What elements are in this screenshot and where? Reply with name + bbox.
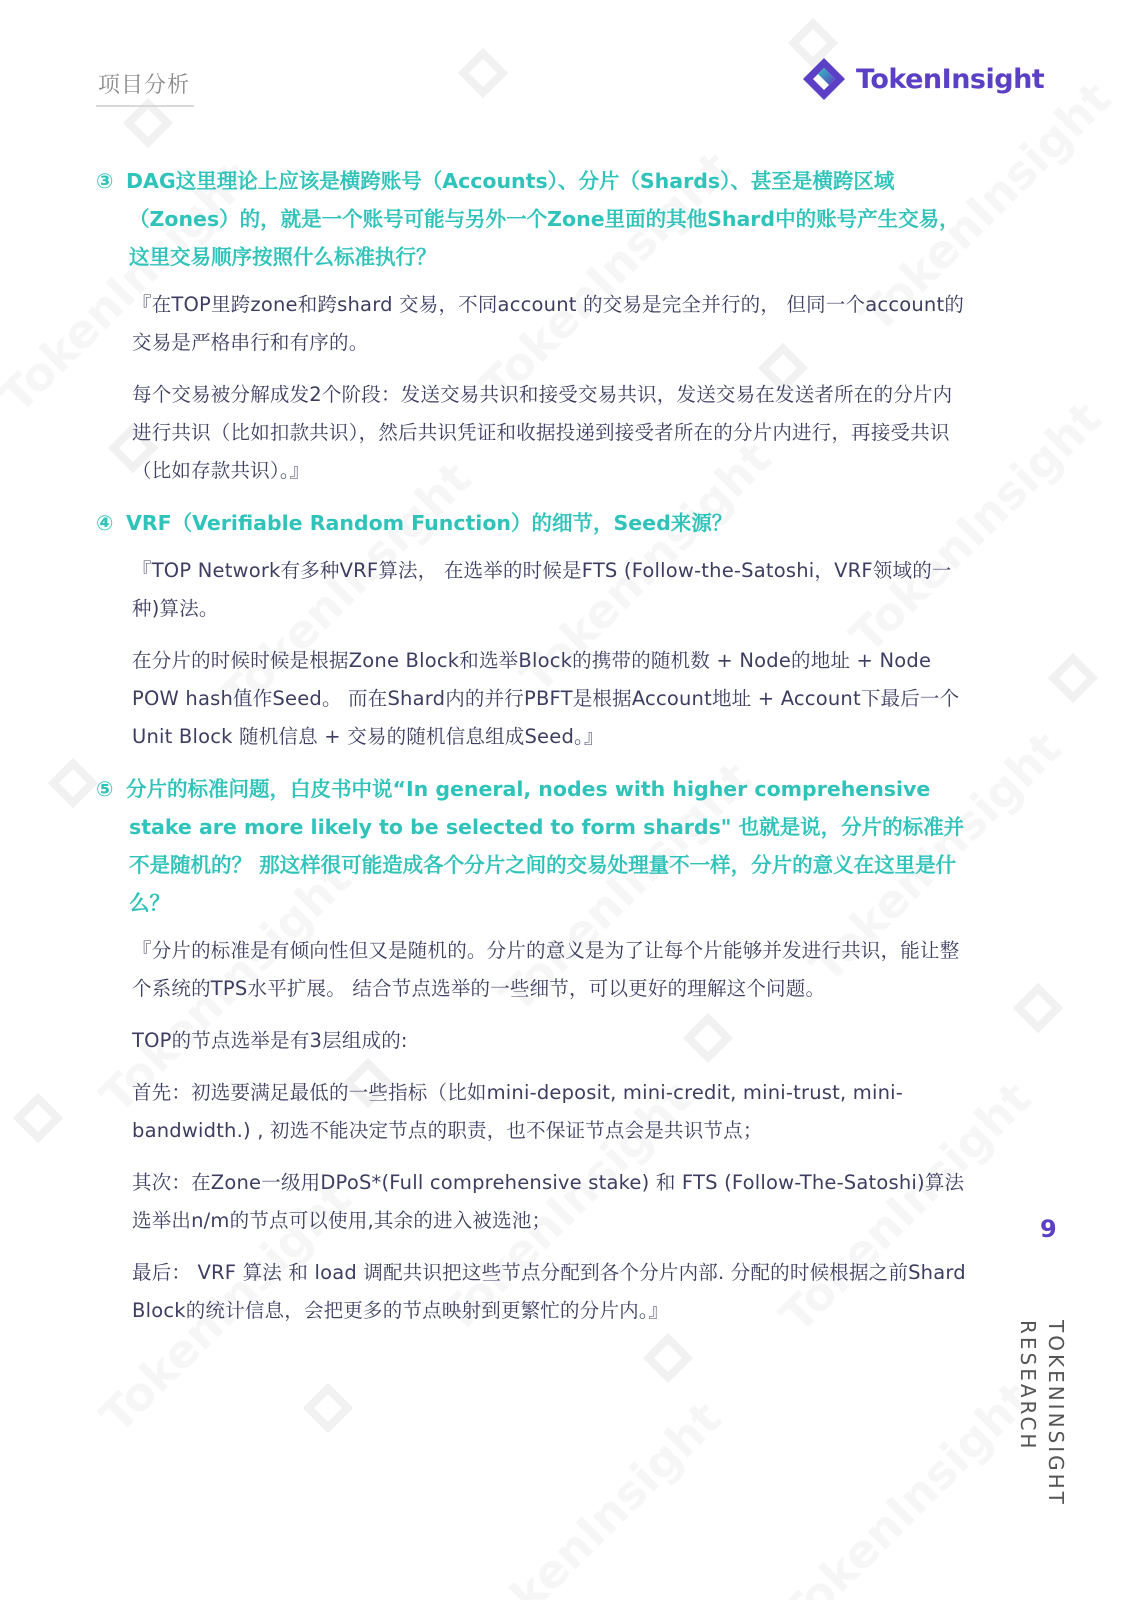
answer-paragraph: 『分片的标准是有倾向性但又是随机的。分片的意义是为了让每个片能够并发进行共识，能让整个系统的TPS水平扩展。 结合节点选举的一些细节，可以更好的理解这个问题。 [132,939,960,1000]
qa-item [96,162,966,490]
section-underline [96,105,194,107]
watermark-logo-icon [45,755,101,811]
side-label: TOKENINSIGHT RESEARCH [1016,1320,1068,1507]
question-text: VRF（Verifiable Random Function）的细节，Seed来源？ [126,511,733,535]
watermark-text [769,1371,1041,1600]
question-number: ③ [96,169,114,193]
watermark-logo-icon [455,45,511,101]
tokeninsight-logo-icon [800,55,848,103]
watermark-logo-icon [1045,650,1101,706]
qa-content [96,162,966,1344]
question-heading [96,162,966,276]
qa-item [96,504,966,756]
answer-paragraph: 最后： VRF 算法 和 load 调配共识把这些节点分配到各个分片内部. 分配的时候根据之前Shard Block的统计信息，会把更多的节点映射到更繁忙的分片内。』 [132,1261,966,1322]
answer-paragraph: 『在TOP里跨zone和跨shard 交易，不同account 的交易是完全并行的， 但同一个account的交易是严格串行和有序的。 [132,293,965,354]
answer-paragraph: TOP的节点选举是有3层组成的: [132,1029,408,1052]
answer-paragraph: 『TOP Network有多种VRF算法， 在选举的时候是FTS (Follow-the-Satoshi，VRF领域的一种)算法。 [132,559,952,620]
question-number: ⑤ [96,777,114,801]
answer-paragraph: 首先：初选要满足最低的一些指标（比如mini-deposit, mini-credit, mini-trust, mini-bandwidth.) , 初选不能决定节点的职责，也不保证节点会是共识节点； [132,1081,903,1142]
question-heading [96,770,966,922]
watermark-logo-icon [300,1380,356,1436]
page-number: 9 [1040,1215,1057,1243]
question-number: ④ [96,511,114,535]
question-text: 分片的标准问题，白皮书中说“In general, nodes with higher comprehensive stake are more likely to be selected to form shards" 也就是说，分片的标准并不是随机的？ 那这样很可能造成各个分片之间的交易处理量不一样，分片的意义在这里是什么？ [126,777,965,915]
brand-logo [800,54,1044,104]
qa-item [96,770,966,1330]
watermark-logo-icon [1010,980,1066,1036]
section-label: 项目分析 [98,73,191,98]
answer-paragraph: 其次：在Zone一级用DPoS*(Full comprehensive stake) 和 FTS (Follow-The-Satoshi)算法选举出n/m的节点可以使用,其余的进入被选池； [132,1171,965,1232]
watermark-logo-icon [10,1090,66,1146]
question-heading [96,504,966,542]
watermark-text [459,1391,731,1600]
answer-paragraph: 在分片的时候时候是根据Zone Block和选举Block的携带的随机数 + Node的地址 + Node POW hash值作Seed。 而在Shard内的并行PBFT是根据Account地址 + Account下最后一个Unit Block 随机信息 + 交易的随机信息组成Seed。』 [132,649,960,748]
watermark-logo-icon [120,95,176,151]
brand-name: TokenInsight [856,63,1045,95]
answer-paragraph: 每个交易被分解成发2个阶段：发送交易共识和接受交易共识，发送交易在发送者所在的分片内进行共识（比如扣款共识），然后共识凭证和收据投递到接受者所在的分片内进行，再接受共识（比如存款共识）。』 [132,383,953,482]
question-text: DAG这里理论上应该是横跨账号（Accounts）、分片（Shards）、甚至是横跨区域（Zones）的，就是一个账号可能与另外一个Zone里面的其他Shard中的账号产生交易，这里交易顺序按照什么标准执行？ [126,169,960,269]
